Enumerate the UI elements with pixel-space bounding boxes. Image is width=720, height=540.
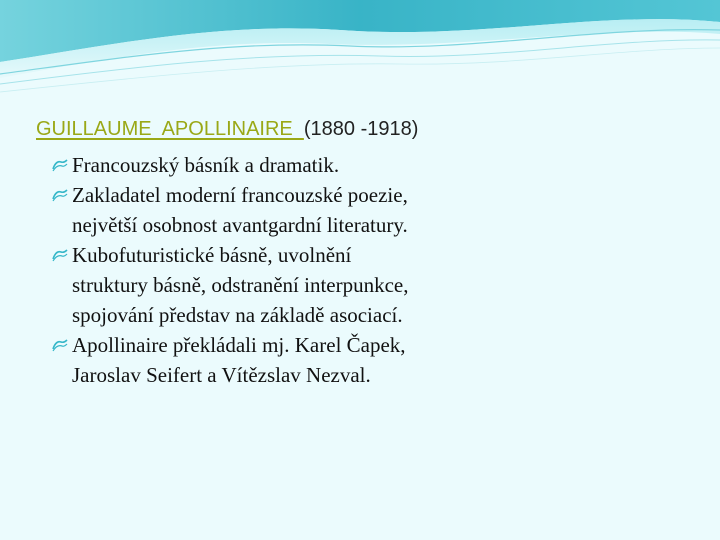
bullet-item <box>52 150 432 180</box>
slide-title <box>36 118 418 141</box>
wave-bullet-icon <box>52 249 68 262</box>
wave-bullet-icon <box>52 189 68 202</box>
title-name: GUILLAUME APOLLINAIRE <box>36 118 304 140</box>
bullet-item <box>52 240 432 330</box>
bullet-text: Francouzský básník a dramatik. <box>72 153 340 177</box>
bullet-list <box>52 150 432 390</box>
bullet-item <box>52 330 432 390</box>
wave-bullet-icon <box>52 159 68 172</box>
bullet-text: Kubofuturistické básně, uvolnění struktury básně, odstranění interpunkce, spojování představ na základě asociací. <box>72 243 409 327</box>
header-wave-decoration <box>0 0 720 110</box>
title-years: (1880 -1918) <box>303 118 419 140</box>
wave-bullet-icon <box>52 339 68 352</box>
bullet-text: Zakladatel moderní francouzské poezie, největší osobnost avantgardní literatury. <box>72 183 408 237</box>
bullet-text: Apollinaire překládali mj. Karel Čapek, Jaroslav Seifert a Vítězslav Nezval. <box>72 333 406 387</box>
bullet-item <box>52 180 432 240</box>
